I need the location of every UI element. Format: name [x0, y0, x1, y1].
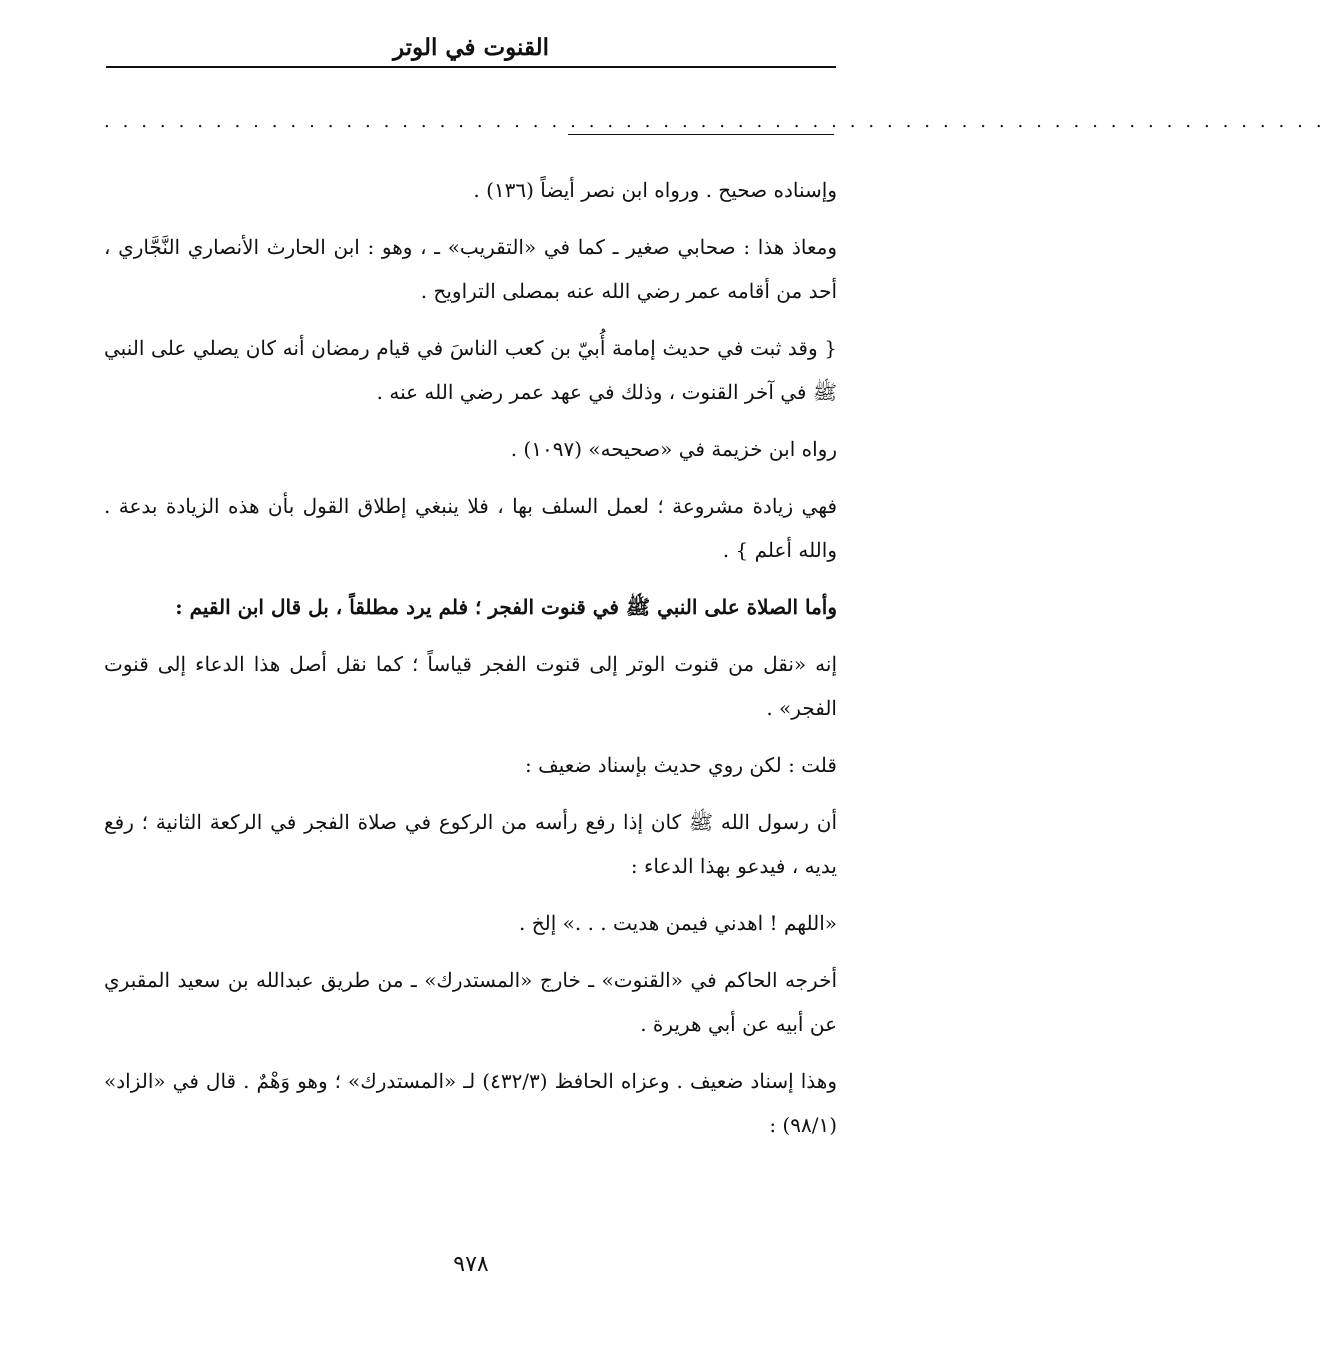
paragraph: فهي زيادة مشروعة ؛ لعمل السلف بها ، فلا ينبغي إطلاق القول بأن هذه الزيادة بدعة . والله أعلم } . — [104, 494, 837, 562]
header-rule — [106, 66, 836, 68]
paragraph: { وقد ثبت في حديث إمامة أُبيّ بن كعب الناسَ في قيام رمضان أنه كان يصلي على النبي ﷺ في آخر القنوت ، وذلك في عهد عمر رضي الله عنه . — [104, 336, 837, 404]
paragraph: وأما الصلاة على النبي ﷺ في قنوت الفجر ؛ فلم يرد مطلقاً ، بل قال ابن القيم : — [175, 595, 837, 619]
paragraph: ومعاذ هذا : صحابي صغير ـ كما في «التقريب» ـ ، وهو : ابن الحارث الأنصاري النَّجَّاري ، أحد من أقامه عمر رضي الله عنه بمصلى التراويح . — [104, 235, 837, 303]
paragraph: وهذا إسناد ضعيف . وعزاه الحافظ (٤٣٢/٣) لـ «المستدرك» ؛ وهو وَهْمٌ . قال في «الزاد» (٩٨/١) : — [104, 1069, 837, 1137]
paragraph: وإسناده صحيح . ورواه ابن نصر أيضاً (١٣٦) . — [473, 178, 837, 202]
paragraph: قلت : لكن روي حديث بإسناد ضعيف : — [524, 753, 837, 777]
paragraph: رواه ابن خزيمة في «صحيحه» (١٠٩٧) . — [510, 437, 837, 461]
separator-underline — [568, 134, 834, 135]
paragraph: إنه «نقل من قنوت الوتر إلى قنوت الفجر قياساً ؛ كما نقل أصل هذا الدعاء إلى قنوت الفجر» . — [104, 652, 837, 720]
paragraph: أخرجه الحاكم في «القنوت» ـ خارج «المستدرك» ـ من طريق عبدالله بن سعيد المقبري عن أبيه عن أبي هريرة . — [104, 968, 837, 1036]
page-number: ٩٧٨ — [453, 1252, 489, 1277]
running-header-title: القنوت في الوتر — [392, 34, 550, 61]
separator-dots: . . . . . . . . . . . . . . . . . . . . . . . . . . . . . . . . . . . . . . . . . . . . . . . . . . . . . . . . . . . . . . . . . . — [104, 111, 1325, 132]
paragraph: أن رسول الله ﷺ كان إذا رفع رأسه من الركوع في صلاة الفجر في الركعة الثانية ؛ رفع يديه ، فيدعو بهذا الدعاء : — [104, 810, 837, 878]
paragraph: «اللهم ! اهدني فيمن هديت . . .» إلخ . — [519, 911, 837, 935]
body-text — [104, 168, 837, 1160]
